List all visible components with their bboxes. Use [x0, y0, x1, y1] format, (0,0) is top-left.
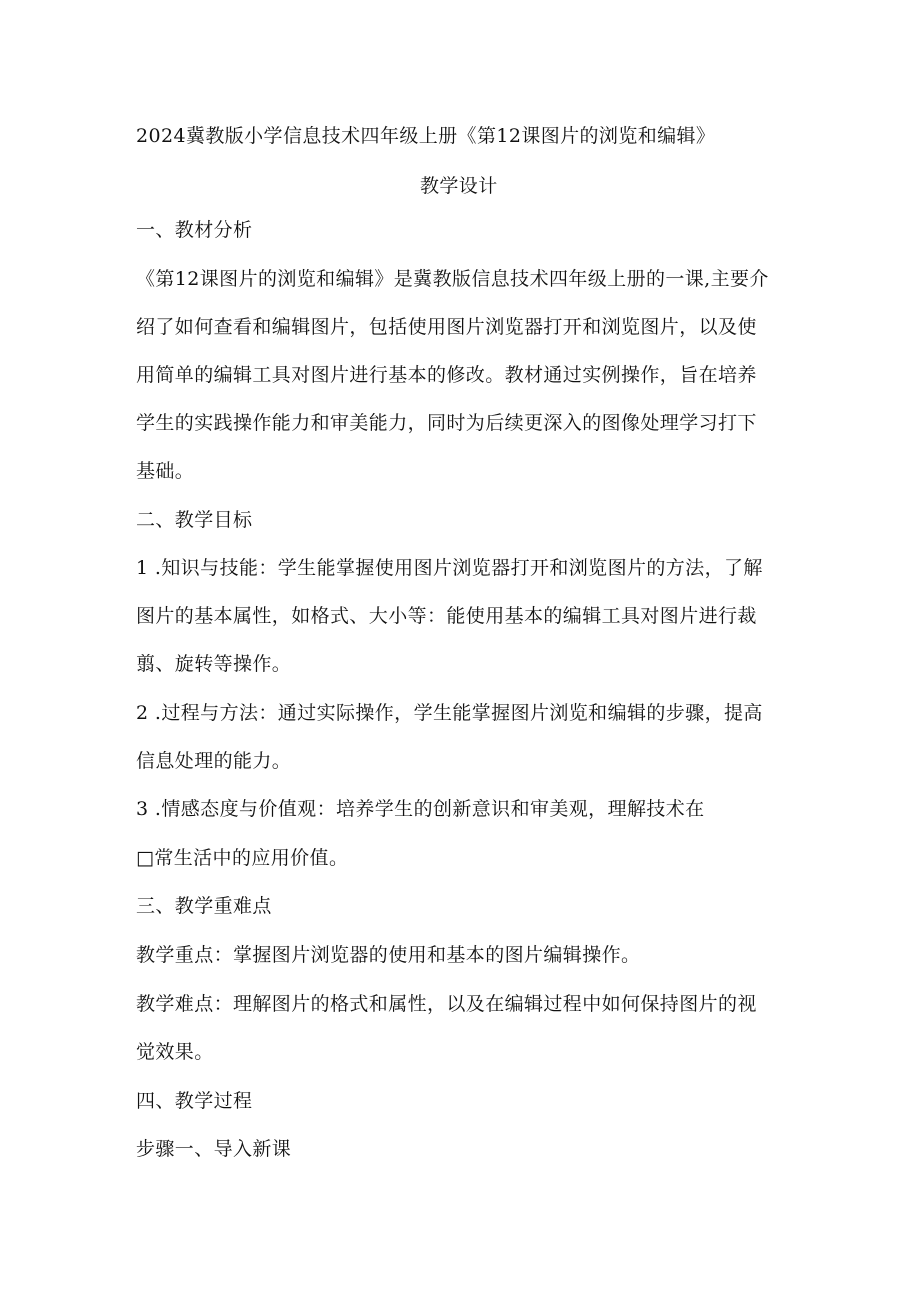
- paragraph-line: 用简单的编辑工具对图片进行基本的修改。教材通过实例操作，旨在培养: [136, 364, 757, 386]
- paragraph-line: 信息处理的能力。: [136, 750, 292, 772]
- section-heading: 三、教学重难点: [136, 895, 272, 917]
- paragraph-line: 《第12课图片的浏览和编辑》是冀教版信息技术四年级上册的一课,主要介: [136, 268, 769, 290]
- paragraph-line: 3 .情感态度与价值观：培养学生的创新意识和审美观，理解技术在: [136, 798, 705, 820]
- paragraph-line: 教学重点：掌握图片浏览器的使用和基本的图片编辑操作。: [136, 944, 641, 966]
- paragraph-line: 1 .知识与技能：学生能掌握使用图片浏览器打开和浏览图片的方法，了解: [136, 557, 763, 579]
- paragraph-line: □常生活中的应用价值。: [136, 847, 349, 869]
- paragraph-line: 觉效果。: [136, 1041, 214, 1063]
- section-heading: 步骤一、导入新课: [136, 1138, 292, 1160]
- document-title: 2024冀教版小学信息技术四年级上册《第12课图片的浏览和编辑》: [136, 125, 716, 147]
- paragraph-line: 绍了如何查看和编辑图片，包括使用图片浏览器打开和浏览图片，以及使: [136, 316, 757, 338]
- section-heading: 一、教材分析: [136, 219, 253, 241]
- paragraph-line: 教学难点：理解图片的格式和属性，以及在编辑过程中如何保持图片的视: [136, 993, 757, 1015]
- section-heading: 四、教学过程: [136, 1090, 253, 1112]
- paragraph-line: 基础。: [136, 460, 195, 482]
- paragraph-line: 翦、旋转等操作。: [136, 653, 292, 675]
- document-subtitle: 教学设计: [420, 175, 498, 197]
- paragraph-line: 学生的实践操作能力和审美能力，同时为后续更深入的图像处理学习打下: [136, 412, 757, 434]
- paragraph-line: 2 .过程与方法：通过实际操作，学生能掌握图片浏览和编辑的步骤，提高: [136, 702, 763, 724]
- paragraph-line: 图片的基本属性，如格式、大小等：能使用基本的编辑工具对图片进行裁: [136, 605, 757, 627]
- section-heading: 二、教学目标: [136, 509, 253, 531]
